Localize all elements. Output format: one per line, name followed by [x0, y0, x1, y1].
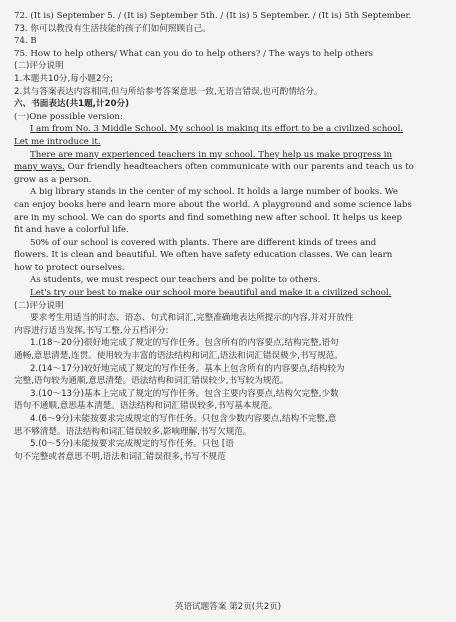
grading-level-line: 2.(14～17分)较好地完成了规定的写作任务。基本上包含所有的内容要点,结构较为 — [30, 363, 345, 374]
essay-line: A big library stands in the center of my school. It holds a large number of books. We — [30, 187, 398, 198]
answer-75: 75. How to help others/ What can you do to help others? / The ways to help others — [14, 48, 374, 59]
essay-line: Let's try our best to make our school more beautiful and make it a civilized school. — [30, 288, 392, 299]
grading-level-line: 1.(18～20分)很好地完成了规定的写作任务。包含所有的内容要点,结构完整,语句 — [30, 338, 339, 349]
essay-line: are in my school. We can do sports and find something new after school. It helps us keep — [14, 212, 403, 223]
answer-74: 74. B — [14, 36, 37, 47]
grading-level-line: 完整,语句较为通顺,意思清楚。语法结构和词汇错误较少,书写较为规范。 — [14, 376, 289, 387]
page-footer: 英语试题答案 第2页(共2页) — [174, 602, 282, 612]
essay-line: flowers. It is clean and beautiful. We often have safety education classes. We can learn — [14, 250, 393, 261]
rubric2-intro-1: 要求考生用适当的时态、语态、句式和词汇,完整准确地表达所提示的内容,并对开放性 — [30, 313, 354, 324]
essay-line: can enjoy books here and learn more about the world. A playground and some science labs — [14, 199, 412, 210]
grading-level-line: 通畅,意思清楚,连贯。使用较为丰富的语法结构和词汇,语法和词汇错误极少,书写规范。 — [14, 351, 343, 362]
essay-line: As students, we must respect our teachers and be polite to others. — [30, 275, 321, 286]
grading-level-line: 3.(10～13分)基本上完成了规定的写作任务。包含主要内容要点,结构欠完整,少数 — [30, 388, 339, 399]
grading-level-line: 5.(0～5分)未能按要求完成规定的写作任务。只包 [语 — [30, 439, 234, 450]
grading-level-line: 思不够清楚。语法结构和词汇错误较多,影响理解,书写欠规范。 — [14, 426, 252, 437]
essay-line: many ways. Our friendly headteachers often communicate with our parents and teach us to — [14, 162, 414, 173]
rubric-item-2: 2.其与答案表达内容相同,但与所给参考答案意思一致,无语言错误,也可酌情给分。 — [14, 86, 323, 97]
essay-line: There are many experienced teachers in my school. They help us make progress in — [30, 149, 393, 160]
answer-73: 73. 你可以教没有生活技能的孩子们如何照顾自己。 — [14, 23, 211, 34]
grading-level-line: 4.(6～9分)未能按要求完成规定的写作任务。只包含少数内容要点,结构不完整,意 — [30, 414, 337, 424]
essay-line: how to protect ourselves. — [14, 262, 125, 273]
version-label: (一)One possible version: — [14, 111, 123, 122]
sample-essay — [14, 123, 444, 299]
section-heading: 六、书面表达(共1题,计20分) — [14, 99, 129, 110]
grading-level-line: 句不完整或者意思不明,语法和词汇错误很多,书写不规范 — [14, 451, 226, 462]
essay-line: 50% of our school is covered with plants. There are different kinds of trees and — [30, 237, 377, 248]
essay-line: fit and have a colorful life. — [14, 225, 129, 236]
grading-levels — [14, 337, 444, 463]
essay-line: grow as a person. — [14, 174, 92, 185]
grading-level-line: 语句不通顺,意思基本清楚。语法结构和词汇错误较多,书写基本规范。 — [14, 401, 278, 412]
rubric2-intro-2: 内容进行适当发挥,书写工整,分五档评分: — [14, 325, 169, 336]
answer-72: 72. (It is) September 5. / (It is) September 5th. / (It is) 5 September. / (It is) 5th September. — [14, 11, 412, 21]
rubric-heading: (二)评分说明 — [14, 61, 64, 72]
rubric-item-1: 1.本题共10分,每小题2分; — [14, 73, 113, 84]
rubric2-heading: (二)评分说明 — [14, 300, 64, 311]
essay-line: I am from No. 3 Middle School. My school is making its effort to be a civilized school. — [30, 124, 404, 135]
essay-line: Let me introduce it. — [14, 136, 101, 147]
